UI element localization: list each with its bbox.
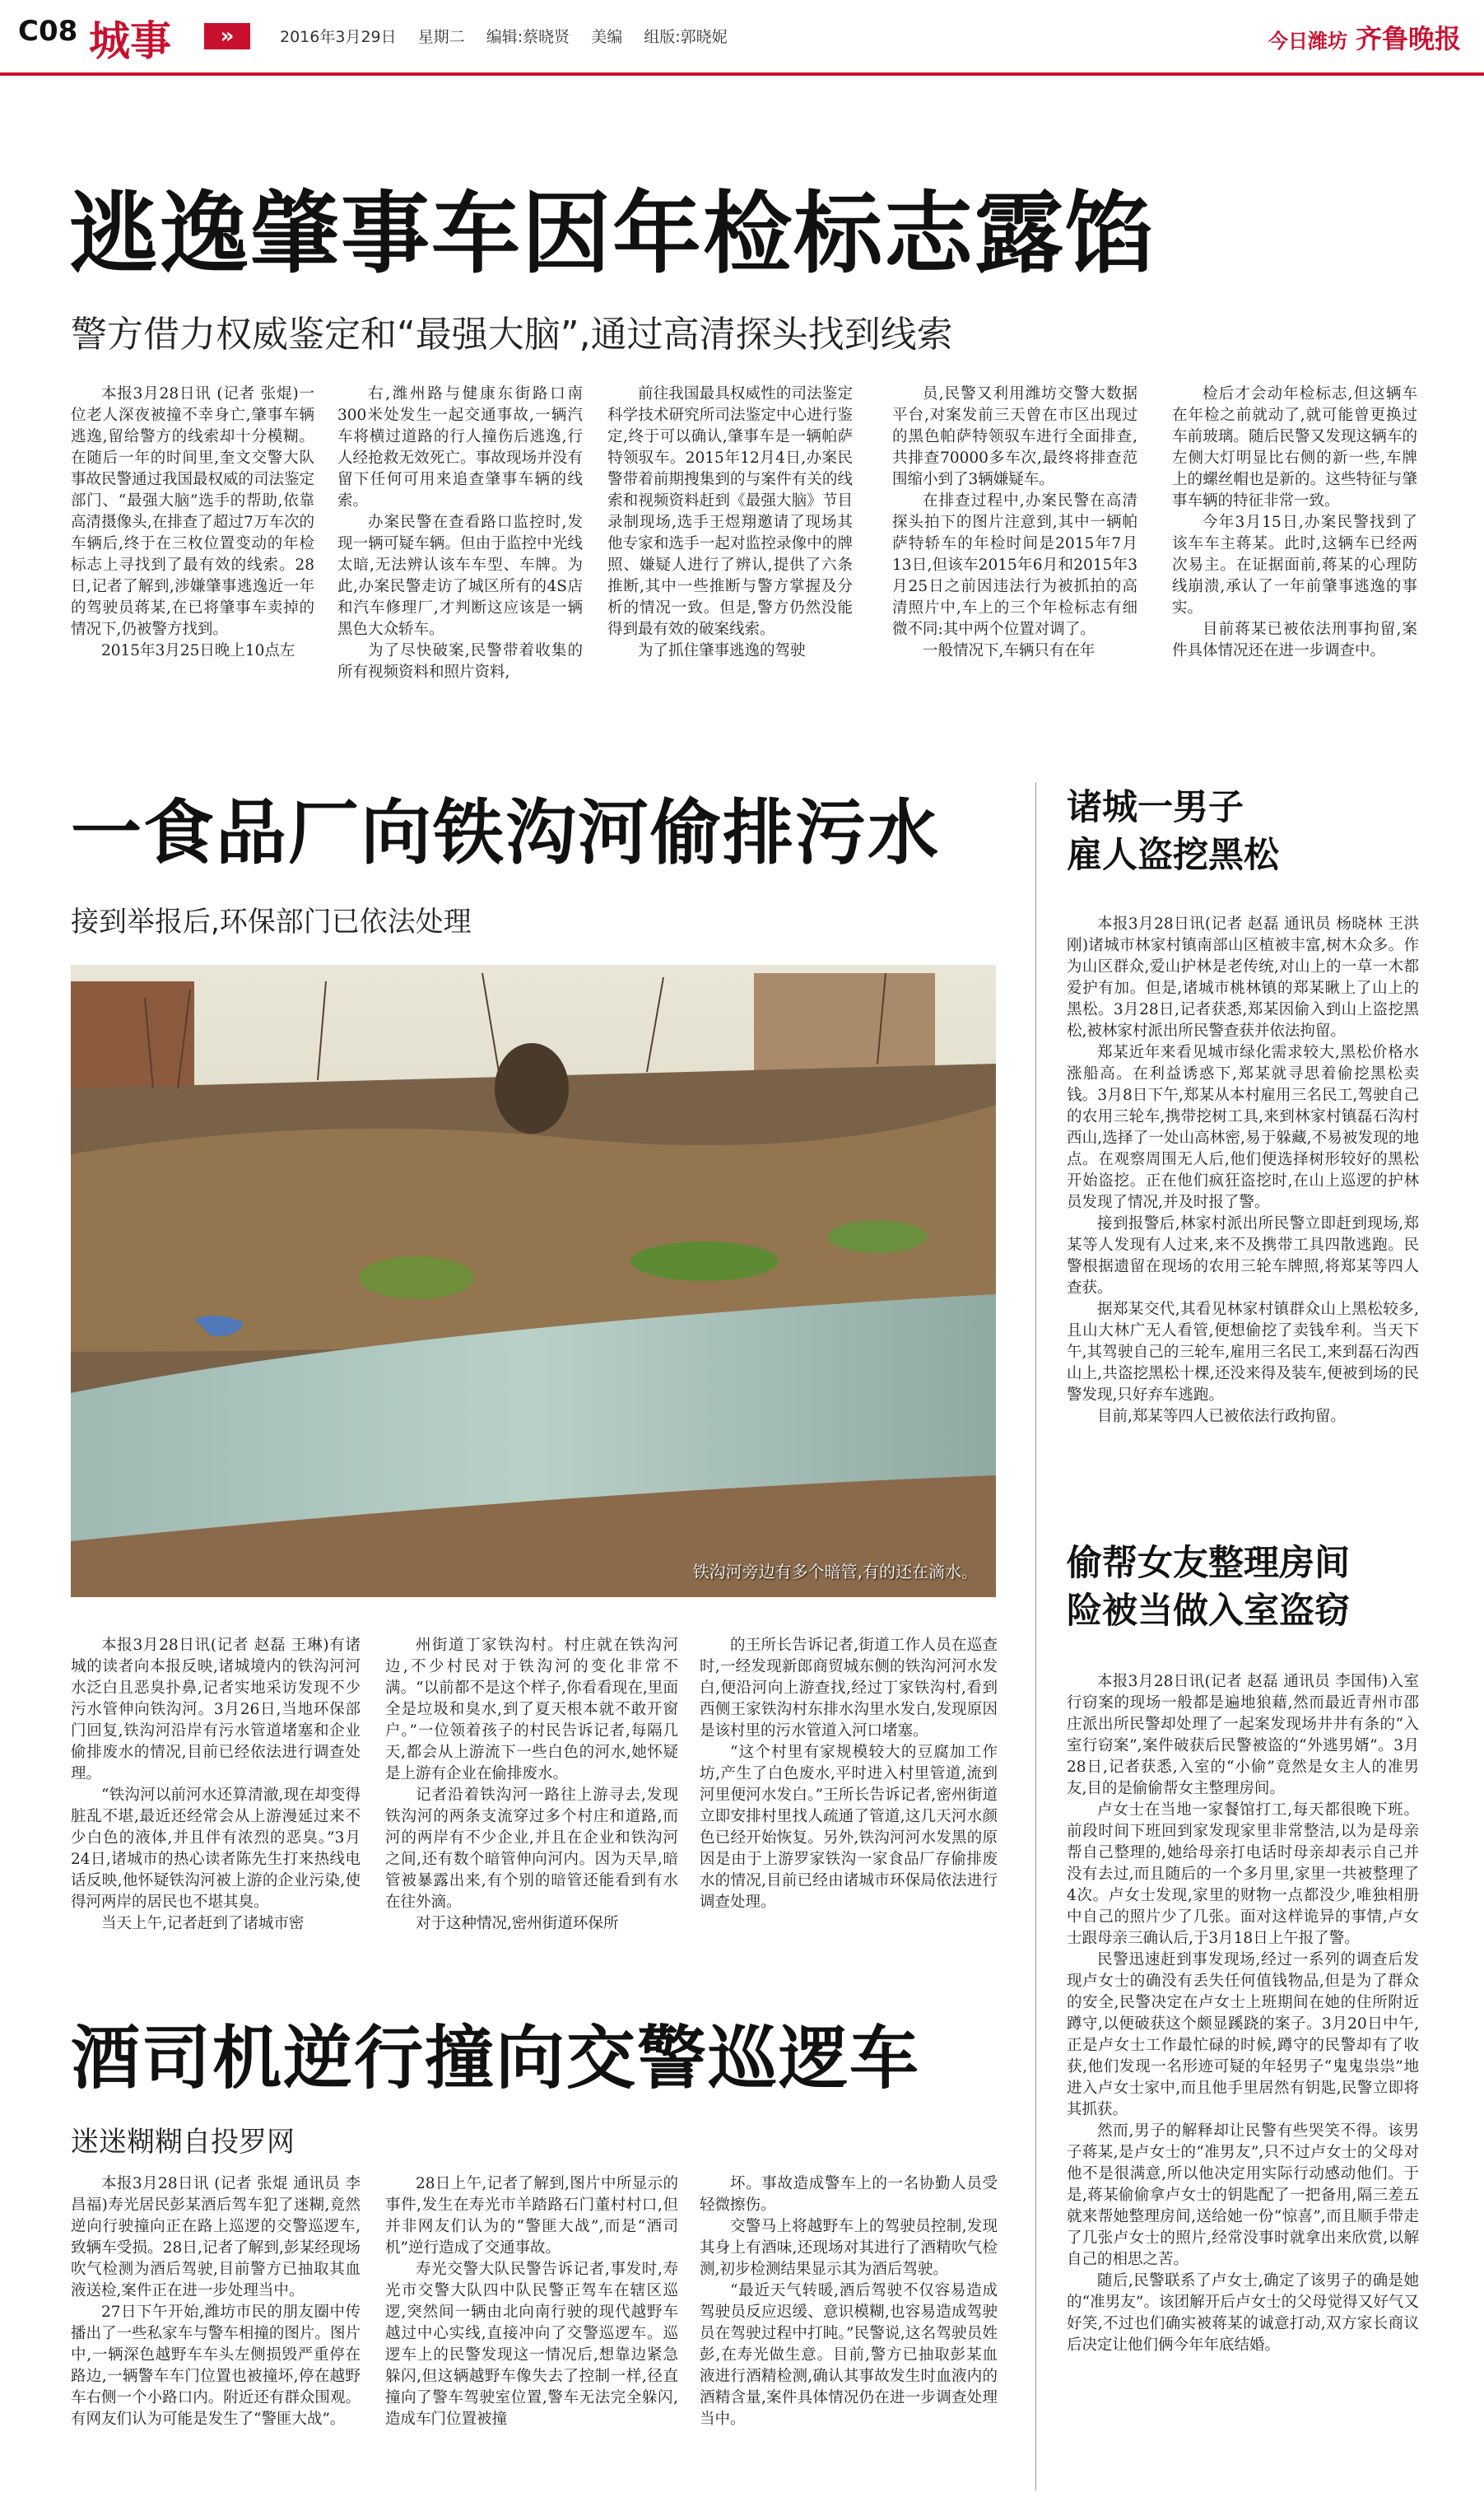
side1-headline-line1: 诸城一男子 <box>1067 787 1244 828</box>
designer-credit: 美编 <box>591 28 623 46</box>
story2-subheadline: 接到举报后,环保部门已依法处理 <box>71 906 472 939</box>
newspaper-brand: 齐鲁晚报 <box>1355 23 1461 54</box>
header-meta <box>280 25 744 47</box>
story3-subheadline: 迷迷糊糊自投罗网 <box>71 2126 295 2159</box>
sidebar-divider <box>1035 782 1036 2490</box>
issue-weekday: 星期二 <box>417 28 465 46</box>
story1-column-1: 本报3月28日讯 (记者 张焜)一位老人深夜被撞不幸身亡,肇事车辆逃逸,留给警方的线索却十分模糊。在随后一年的时间里,奎文交警大队事故民警通过我国最权威的司法鉴定部门、“最强大脑”选手的帮助,依靠高清摄像头,在排查了超过7万车次的车辆后,终于在三枚位置变动的年检标志上寻找到了最有效的线索。28日,记者了解到,涉嫌肇事逃逸近一年的驾驶员蒋某,在已将肇事车卖掉的情况下,仍被警方找到。 2015年3月25日晚上10点左 <box>71 385 314 659</box>
masthead <box>1268 18 1461 56</box>
story1-column-2: 右,潍州路与健康东街路口南300米处发生一起交通事故,一辆汽车将横过道路的行人撞伤后逃逸,行人经抢救无效死亡。事故现场并没有留下任何可用来追查肇事车辆的线索。 办案民警在查看路口监控时,发现一辆可疑车辆。但由于监控中光线太暗,无法辨认该车车型、车牌。为此,办案民警走访了城区所有的4S店和汽车修理厂,才判断这应该是一辆黑色大众轿车。 为了尽快破案,民警带着收集的所有视频资料和照片资料, <box>337 385 583 681</box>
side2-headline <box>1067 1540 1350 1635</box>
photo-caption: 铁沟河旁边有多个暗管,有的还在滴水。 <box>692 1562 978 1582</box>
issue-date: 2016年3月29日 <box>280 28 397 46</box>
header-rule <box>0 72 1484 76</box>
story1-column-3: 前往我国最具权威性的司法鉴定科学技术研究所司法鉴定中心进行鉴定,终于可以确认,肇事车是一辆帕萨特领驭车。2015年12月4日,办案民警带着前期搜集到的与案件有关的线索和视频资料赶到《最强大脑》节目录制现场,选手王煜翔邀请了现场其他专家和选手一起对监控录像中的牌照、嫌疑人进行了辨认,提供了六条推断,其中一些推断与警方掌握及分析的情况一致。但是,警方仍然没能得到最有效的破案线索。 为了抓住肇事逃逸的驾驶 <box>607 385 853 659</box>
typesetter-credit: 组版:郭晓妮 <box>644 28 728 46</box>
story2-headline: 一食品厂向铁沟河偷排污水 <box>71 792 940 874</box>
story1-column-4: 员,民警又利用潍坊交警大数据平台,对案发前三天曾在市区出现过的黑色帕萨特领驭车进行全面排查,共排查70000多车次,最终将排查范围缩小到了3辆嫌疑车。 在排查过程中,办案民警在高清探头拍下的图片注意到,其中一辆帕萨特轿车的年检时间是2015年7月13日,但该车2015年6月和2015年3月25日之前因违法行为被抓拍的高清照片中,车上的三个年检标志有细微不同:其中两个位置对调了。 一般情况下,车辆只有在年 <box>892 385 1137 659</box>
side2-headline-line1: 偷帮女友整理房间 <box>1067 1543 1350 1584</box>
story3-headline: 酒司机逆行撞向交警巡逻车 <box>71 2018 921 2099</box>
story3-column-2: 28日上午,记者了解到,图片中所显示的事件,发生在寿光市羊踏路石门董村村口,但并非网友们认为的“警匪大战”,而是“酒司机”逆行造成了交通事故。 寿光交警大队民警告诉记者,事发时,寿光市交警大队四中队民警正驾车在辖区巡逻,突然间一辆由北向南行驶的现代越野车越过中心实线,直接冲向了交警巡逻车。巡逻车上的民警发现这一情况后,想靠边紧急躲闪,但这辆越野车像失去了控制一样,径直撞向了警车驾驶室位置,警车无法完全躲闪,造成车门位置被撞 <box>385 2175 678 2428</box>
story2-column-1: 本报3月28日讯(记者 赵磊 王琳)有诸城的读者向本报反映,诸城境内的铁沟河河水泛白且恶臭扑鼻,记者实地采访发现不少污水管伸向铁沟河。3月26日,当地环保部门回复,铁沟河沿岸有污水管道堵塞和企业偷排废水的情况,目前已经依法进行调查处理。 “铁沟河以前河水还算清澈,现在却变得脏乱不堪,最近还经常会从上游漫延过来不少白色的液体,并且伴有浓烈的恶臭。”3月24日,诸城市的热心读者陈先生打来热线电话反映,他怀疑铁沟河被上游的企业污染,使得河两岸的居民也不堪其臭。 当天上午,记者赶到了诸城市密 <box>71 1637 361 1932</box>
story1-headline: 逃逸肇事车因年检标志露馅 <box>69 183 1156 286</box>
side1-body: 本报3月28日讯(记者 赵磊 通讯员 杨晓林 王洪刚)诸城市林家村镇南部山区植被丰富,树木众多。作为山区群众,爱山护林是老传统,对山上的一草一木都爱护有加。但是,诸城市桃林镇的郑某瞅上了山上的黑松。3月28日,记者获悉,郑某因偷入到山上盗挖黑松,被林家村派出所民警查获并依法拘留。 郑某近年来看见城市绿化需求较大,黑松价格水涨船高。在利益诱惑下,郑某就寻思着偷挖黑松卖钱。3月8日下午,郑某从本村雇用三名民工,驾驶自己的农用三轮车,携带挖树工具,来到林家村镇磊石沟村西山,选择了一处山高林密,易于躲藏,不易被发现的地点。在观察周围无人后,他们便选择树形较好的黑松开始盗挖。正在他们疯狂盗挖时,在山上巡逻的护林员发现了情况,并及时报了警。 接到报警后,林家村派出所民警立即赶到现场,郑某等人发现有人过来,来不及携带工具四散逃跑。民警根据遗留在现场的农用三轮车牌照,将郑某等四人查获。 据郑某交代,其看见林家村镇群众山上黑松较多,且山大林广无人看管,便想偷挖了卖钱牟利。当天下午,其驾驶自己的三轮车,雇用三名民工,来到磊石沟西山上,共盗挖黑松十棵,还没来得及装车,便被到场的民警发现,只好弃车逃跑。 目前,郑某等四人已被依法行政拘留。 <box>1067 915 1419 1425</box>
story3-column-3: 坏。事故造成警车上的一名协勤人员受轻微擦伤。 交警马上将越野车上的驾驶员控制,发现其身上有酒味,还现场对其进行了酒精吹气检测,初步检测结果显示其为酒后驾驶。 “最近天气转暖,酒后驾驶不仅容易造成驾驶员反应迟缓、意识模糊,也容易造成驾驶员在驾驶过程中打盹。”民警说,这名驾驶员姓彭,在寿光做生意。目前,警方已抽取彭某血液进行酒精检测,确认其事故发生时血液内的酒精含量,案件具体情况仍在进一步调查处理当中。 <box>700 2175 998 2428</box>
side1-headline-line2: 雇人盗挖黑松 <box>1067 835 1279 876</box>
column-name: 今日潍坊 <box>1268 30 1347 53</box>
section-arrow-icon: » <box>204 23 250 49</box>
section-title: 城事 <box>89 17 171 65</box>
story1-column-5: 检后才会动年检标志,但这辆车在年检之前就动了,就可能曾更换过车前玻璃。随后民警又发现这辆车的左侧大灯明显比右侧的新一些,车牌上的螺丝帽也是新的。这些特征与肇事车辆的特征非常一致。 今年3月15日,办案民警找到了该车车主蒋某。此时,这辆车已经两次易主。在证据面前,蒋某的心理防线崩溃,承认了一年前肇事逃逸的事实。 目前蒋某已被依法刑事拘留,案件具体情况还在进一步调查中。 <box>1172 385 1417 659</box>
river-photo <box>71 965 996 1597</box>
side1-headline <box>1067 784 1279 879</box>
page-number: C08 <box>18 15 78 48</box>
story2-column-2: 州街道丁家铁沟村。村庄就在铁沟河边,不少村民对于铁沟河的变化非常不满。“以前都不是这个样子,你看看现在,里面全是垃圾和臭水,到了夏天根本就不敢开窗户。”一位领着孩子的村民告诉记者,每隔几天,都会从上游流下一些白色的河水,她怀疑是上游有企业在偷排废水。 记者沿着铁沟河一路往上游寻去,发现铁沟河的两条支流穿过多个村庄和道路,而河的两岸有不少企业,并且在企业和铁沟河之间,还有数个暗管伸向河内。因为天旱,暗管被暴露出来,有个别的暗管还能看到有水在往外滴。 对于这种情况,密州街道环保所 <box>385 1637 678 1932</box>
editor-credit: 编辑:蔡晓贤 <box>486 28 570 46</box>
story1-subheadline: 警方借力权威鉴定和“最强大脑”,通过高清探头找到线索 <box>71 314 953 356</box>
side2-body: 本报3月28日讯(记者 赵磊 通讯员 李国伟)入室行窃案的现场一般都是遍地狼藉,然而最近青州市邵庄派出所民警却处理了一起案发现场井井有条的“入室行窃案”,案件破获后民警被盗的“外逃男婿”。3月28日,记者获悉,入室的“小偷”竟然是女主人的准男友,目的是偷偷帮女主整理房间。 卢女士在当地一家餐馆打工,每天都很晚下班。前段时间下班回到家发现家里非常整洁,以为是母亲帮自己整理的,她给母亲打电话时母亲却表示自己并没有去过,而且随后的一个多月里,家里一共被整理了4次。卢女士发现,家里的财物一点都没少,唯独相册中自己的照片少了几张。面对这样诡异的事情,卢女士跟母亲三确认后,于3月18日上午报了警。 民警迅速赶到事发现场,经过一系列的调查后发现卢女士的确没有丢失任何值钱物品,但是为了群众的安全,民警决定在卢女士上班期间在她的住所附近蹲守,以便破获这个颇显蹊跷的案子。3月20日中午,正是卢女士工作最忙碌的时候,蹲守的民警却有了收获,他们发现一名形迹可疑的年轻男子“鬼鬼祟祟”地进入卢女士家中,而且他手里居然有钥匙,民警立即将其抓获。 然而,男子的解释却让民警有些哭笑不得。该男子蒋某,是卢女士的“准男友”,只不过卢女士的父母对他不是很满意,所以他决定用实际行动感动他们。于是,蒋某偷偷拿卢女士的钥匙配了一把备用,隔三差五就来帮她整理房间,送给她一份“惊喜”,而且顺手带走了几张卢女士的照片,经常没事时就拿出来欣赏,以解自己的相思之苦。 随后,民警联系了卢女士,确定了该男子的确是她的“准男友”。该团解开后卢女士的父母觉得又好气又好笑,不过也们确实被蒋某的诚意打动,双方家长商议后决定让他们俩今年年底结婚。 <box>1067 1673 1419 2354</box>
story3-column-1: 本报3月28日讯 (记者 张焜 通讯员 李昌福)寿光居民彭某酒后驾车犯了迷糊,竟然逆向行驶撞向正在路上巡逻的交警巡逻车,致辆车受损。28日,记者了解到,彭某经现场吹气检测为酒后驾驶,目前警方已抽取其血液送检,案件正在进一步处理当中。 27日下午开始,潍坊市民的朋友圈中传播出了一些私家车与警车相撞的图片。图片中,一辆深色越野车车头左侧损毁严重停在路边,一辆警车车门位置也被撞坏,停在越野车右侧一个小路口内。附近还有群众围观。有网友们认为可能是发生了“警匪大战”。 <box>71 2175 361 2428</box>
story2-column-3: 的王所长告诉记者,街道工作人员在巡查时,一经发现新郎商贸城东侧的铁沟河河水发白,便沿河向上游查找,经过丁家铁沟村,看到西侧王家铁沟村东排水沟里水发白,发现原因是该村里的污水管道入河口堵塞。 “这个村里有家规模较大的豆腐加工作坊,产生了白色废水,平时进入村里管道,流到河里便河水发白。”王所长告诉记者,密州街道立即安排村里找人疏通了管道,这几天河水颜色已经开始恢复。另外,铁沟河河水发黑的原因是由于上游罗家铁沟一家食品厂存偷排废水的情况,目前已经由诸城市环保局依法进行调查处理。 <box>700 1637 998 1911</box>
side2-headline-line2: 险被当做入室盗窃 <box>1067 1591 1350 1632</box>
